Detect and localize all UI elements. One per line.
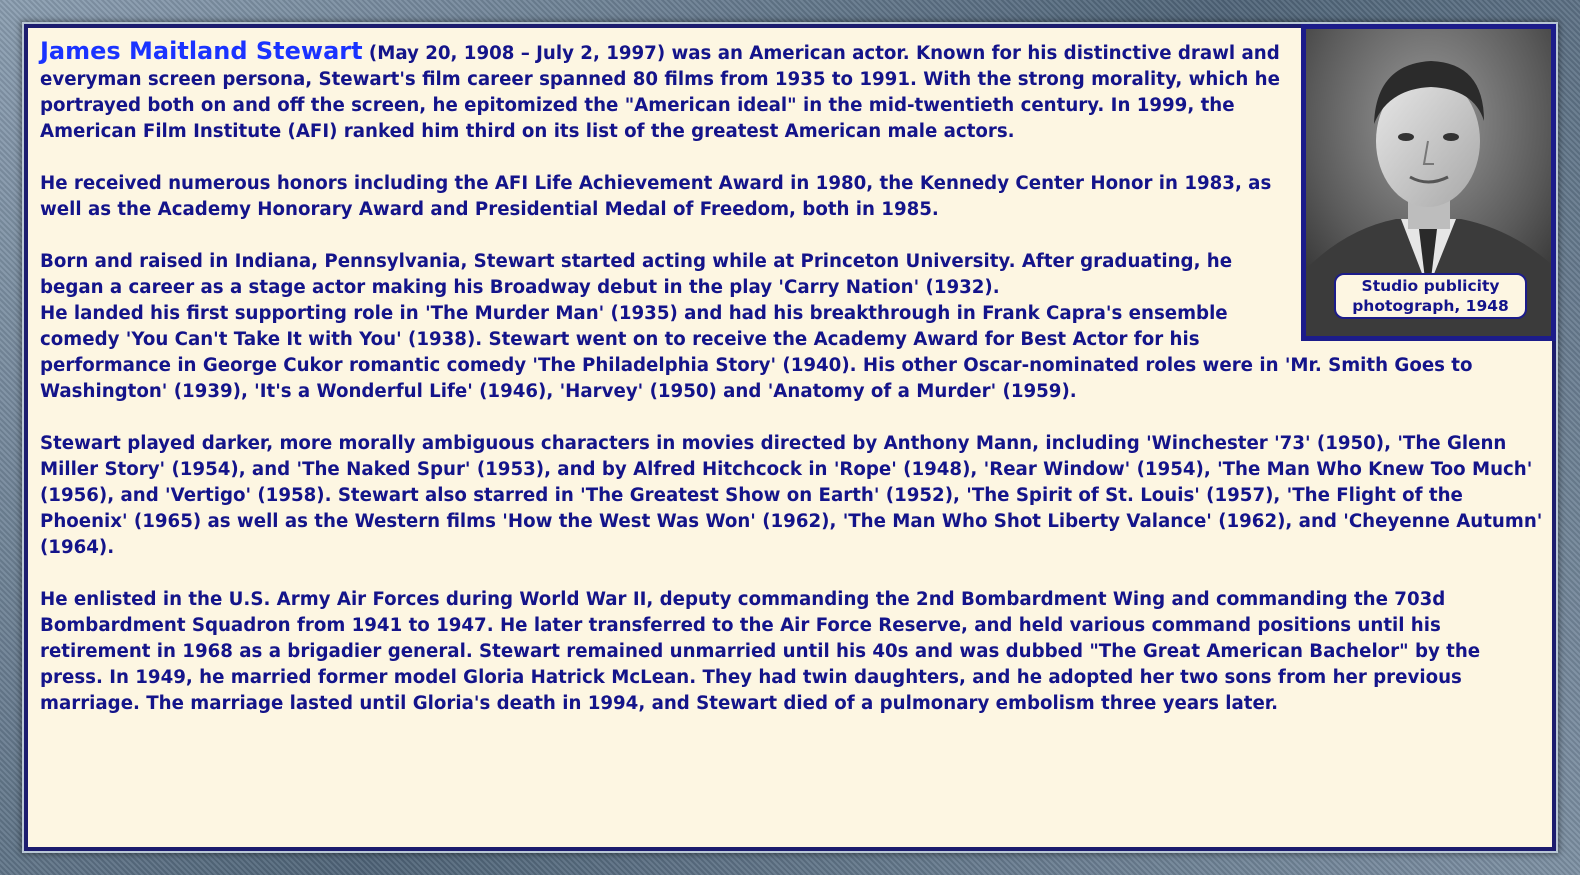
early-life-paragraph: Born and raised in Indiana, Pennsylvania, Stewart started acting while at Princeton University. After graduating, he began a career as a stage actor making his Broadway debut in the play 'Carry Nation' (1932).: [40, 251, 1233, 298]
biography-text: [40, 38, 1548, 743]
photo-float-container: [1306, 28, 1556, 339]
person-name: James Maitland Stewart: [40, 37, 363, 65]
honors-paragraph: He received numerous honors including the AFI Life Achievement Award in 1980, the Kennedy Center Honor in 1983, as well as the Academy Honorary Award and Presidential Medal of Freedom, both in 1985.: [40, 173, 1272, 220]
breakthrough-paragraph: He landed his first supporting role in 'The Murder Man' (1935) and had his breakthrough in Frank Capra's ensemble comedy 'You Can't Take It with You' (1938). Stewart went on to receive the Academy Award for Best Actor for his performance in George Cukor romantic comedy 'The Philadelphia Story' (1940). His other Oscar-nominated roles were in 'Mr. Smith Goes to Washington' (1939), 'It's a Wonderful Life' (1946), 'Harvey' (1950) and 'Anatomy of a Murder' (1959).: [40, 303, 1473, 402]
portrait-photo: [1301, 24, 1556, 341]
darker-roles-paragraph: Stewart played darker, more morally ambiguous characters in movies directed by Anthony Mann, including 'Winchester '73' (1950), 'The Glenn Miller Story' (1954), and 'The Naked Spur' (1953), and by Alfred Hitchcock in 'Rope' (1948), 'Rear Window' (1954), 'The Man Who Knew Too Much' (1956), and 'Vertigo' (1958). Stewart also starred in 'The Greatest Show on Earth' (1952), 'The Spirit of St. Louis' (1957), 'The Flight of the Phoenix' (1965) as well as the Western films 'How the West Was Won' (1962), 'The Man Who Shot Liberty Valance' (1962), and 'Cheyenne Autumn' (1964).: [40, 433, 1543, 558]
photo-caption: Studio publicity photograph, 1948: [1334, 273, 1527, 319]
biography-panel: [24, 24, 1556, 851]
military-paragraph: He enlisted in the U.S. Army Air Forces during World War II, deputy commanding the 2nd Bombardment Wing and commanding the 703d Bombardment Squadron from 1941 to 1947. He later transferred to the Air Force Reserve, and held various command positions until his retirement in 1968 as a brigadier general. Stewart remained unmarried until his 40s and was dubbed "The Great American Bachelor" by the press. In 1949, he married former model Gloria Hatrick McLean. They had twin daughters, and he adopted her two sons from her previous marriage. The marriage lasted until Gloria's death in 1994, and Stewart died of a pulmonary embolism three years later.: [40, 589, 1481, 714]
intro-text: (May 20, 1908 – July 2, 1997) was an American actor. Known for his distinctive drawl and everyman screen persona, Stewart's film career spanned 80 films from 1935 to 1991. With the strong morality, which he portrayed both on and off the screen, he epitomized the "American ideal" in the mid-twentieth century. In 1999, the American Film Institute (AFI) ranked him third on its list of the greatest American male actors.: [40, 43, 1280, 142]
